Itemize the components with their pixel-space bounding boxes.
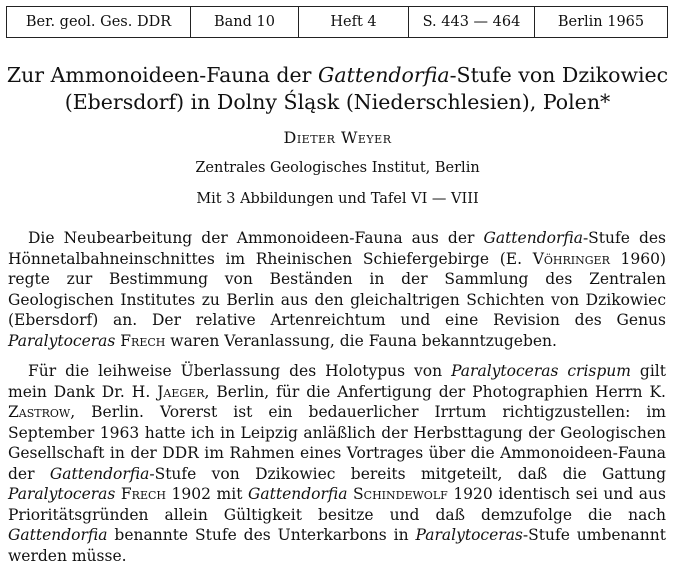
smallcaps-run: Frech [120,485,166,503]
text-run: gilt mein Dank Dr. H. [8,362,666,401]
italic-run: Paralytoceras [8,331,116,350]
text-run: Für die leihweise Überlassung des Holotypus von [28,362,452,380]
citation-header [6,6,668,38]
italic-run: Paralytoceras [415,526,523,544]
author-affiliation: Zentrales Geologisches Institut, Berlin [195,160,480,176]
journal-name: Ber. geol. Ges. DDR [7,7,191,37]
article-title [0,62,675,116]
italic-run: Gattendorfia [483,229,583,247]
paragraph-2 [8,361,666,566]
author-name: Dieter Weyer [283,128,392,147]
paragraph-2-text [8,361,666,566]
page-range: S. 443 — 464 [409,7,535,37]
paragraph-1 [8,228,666,351]
title-text-a: Zur Ammonoideen-Fauna der [6,63,319,87]
text-run: , Berlin, für die Anfertigung der Photographien Herrn K. [204,382,666,401]
text-run: , Berlin. Vorerst ist ein bedauerlicher Irrtum richtigzustellen: im September 1963 hatte ich in Leipzig anläßlich der Herbsttagung der Geologischen Gesellschaft in der DDR im Rahmen eines Vortrages über die Ammonoideen-Fauna der [8,403,666,483]
italic-run: Paralytoceras [8,485,116,503]
smallcaps-run: Schindewolf [353,485,448,503]
smallcaps-run: Jaeger [157,382,205,401]
text-run: -Stufe des Hönnetalbahneinschnittes im Rheinischen Schiefergebirge (E. [8,229,667,268]
title-line-1 [0,62,675,89]
smallcaps-run: Zastrow [8,403,71,421]
paragraph-1-text [8,228,666,351]
smallcaps-run: Frech [120,331,166,350]
title-genus: Gattendorfia [318,63,450,87]
italic-run: Gattendorfia [248,485,348,503]
volume-number: Band 10 [191,7,299,37]
text-run: 1960) regte zur Bestimmung von Beständen in der Sammlung des Zentralen Geologischen Institutes zu Berlin aus den gleichaltrigen Schichten von Dzikowiec (Ebersdorf) an. Der relative Artenreichtum und eine Revision des Genus [8,249,667,329]
text-run: -Stufe umbenannt werden müsse. [8,526,666,565]
issue-number: Heft 4 [299,7,409,37]
italic-run: Paralytoceras crispum [451,362,631,380]
title-line-2: (Ebersdorf) in Dolny Śląsk (Niederschlesien), Polen* [64,90,611,114]
italic-run: Gattendorfia [8,526,108,544]
place-year: Berlin 1965 [557,14,645,30]
text-run: 1920 identisch sei und aus Prioritätsgründen allein Gültigkeit besitze und daß demzufolge die nach [8,485,666,524]
text-run: -Stufe von Dzikowiec bereits mitgeteilt, daß die Gattung [149,464,666,483]
text-run: Die Neubearbeitung der Ammonoideen-Fauna aus der [28,229,484,247]
illustrations-note: Mit 3 Abbildungen und Tafel VI — VIII [196,191,479,207]
text-run: benannte Stufe des Unterkarbons in [107,526,416,544]
smallcaps-run: Vöhringer [532,249,610,268]
italic-run: Gattendorfia [49,464,150,483]
title-text-b: -Stufe von Dzikowiec [449,63,669,87]
text-run: 1902 mit [166,485,248,503]
text-run: waren Veranlassung, die Fauna bekanntzugeben. [165,331,557,350]
